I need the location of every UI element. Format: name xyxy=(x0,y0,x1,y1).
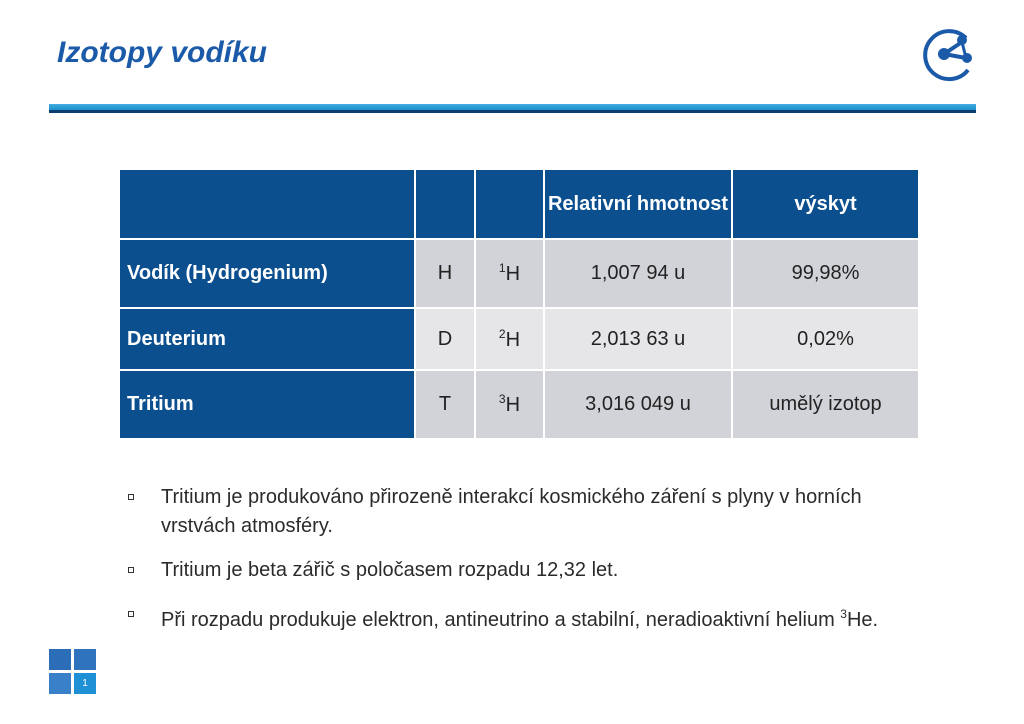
square-tile xyxy=(74,649,96,670)
bullet-superscript: 3 xyxy=(840,607,847,621)
table-row xyxy=(119,370,919,439)
slide-squares-icon xyxy=(49,649,97,695)
bullet-text-tail: He. xyxy=(846,609,879,631)
list-item xyxy=(128,600,928,635)
molecule-logo-icon xyxy=(922,26,978,82)
isotope-name: Deuterium xyxy=(119,308,415,370)
isotope-nuclide xyxy=(475,308,544,370)
isotope-mass: 2,013 63 u xyxy=(544,308,732,370)
isotope-mass: 1,007 94 u xyxy=(544,239,732,308)
isotope-abundance: umělý izotop xyxy=(732,370,919,439)
bullet-text: Při rozpadu produkuje elektron, antineutrino a stabilní, neradioaktivní helium xyxy=(161,609,841,631)
nuclide-symbol: H xyxy=(505,263,521,285)
list-item xyxy=(128,556,928,585)
table-row xyxy=(119,308,919,370)
table-header-cell xyxy=(119,169,415,239)
mass-number: 1 xyxy=(498,261,506,275)
isotope-nuclide xyxy=(475,370,544,439)
table-header-abundance: výskyt xyxy=(732,169,919,239)
isotope-abundance: 99,98% xyxy=(732,239,919,308)
isotope-name: Tritium xyxy=(119,370,415,439)
list-item xyxy=(128,483,928,541)
slide-title: Izotopy vodíku xyxy=(57,36,267,69)
table-row xyxy=(119,239,919,308)
isotope-symbol: T xyxy=(415,370,475,439)
square-tile xyxy=(49,673,71,694)
page-number: 1 xyxy=(74,673,96,694)
nuclide-symbol: H xyxy=(505,328,521,351)
header-rule-shadow xyxy=(49,110,976,113)
table-header-cell xyxy=(415,169,475,239)
isotope-abundance: 0,02% xyxy=(732,308,919,370)
table-header-row xyxy=(119,169,919,239)
square-tile xyxy=(49,649,71,670)
nuclide-symbol: H xyxy=(505,394,521,416)
isotope-nuclide xyxy=(475,239,544,308)
bullet-list xyxy=(128,483,928,650)
isotope-symbol: H xyxy=(415,239,475,308)
table-header-cell xyxy=(475,169,544,239)
mass-number: 2 xyxy=(498,326,506,341)
isotope-table xyxy=(118,168,920,440)
square-bullet-icon xyxy=(128,567,134,573)
square-bullet-icon xyxy=(128,611,134,617)
bullet-text: Tritium je produkováno přirozeně interakcí kosmického záření s plyny v horních vrstvách atmosféry. xyxy=(161,486,862,537)
mass-number: 3 xyxy=(498,392,506,406)
isotope-mass: 3,016 049 u xyxy=(544,370,732,439)
square-bullet-icon xyxy=(128,494,134,500)
isotope-name: Vodík (Hydrogenium) xyxy=(119,239,415,308)
isotope-symbol: D xyxy=(415,308,475,370)
bullet-text: Tritium je beta zářič s poločasem rozpadu 12,32 let. xyxy=(161,559,619,581)
table-header-mass: Relativní hmotnost xyxy=(544,169,732,239)
